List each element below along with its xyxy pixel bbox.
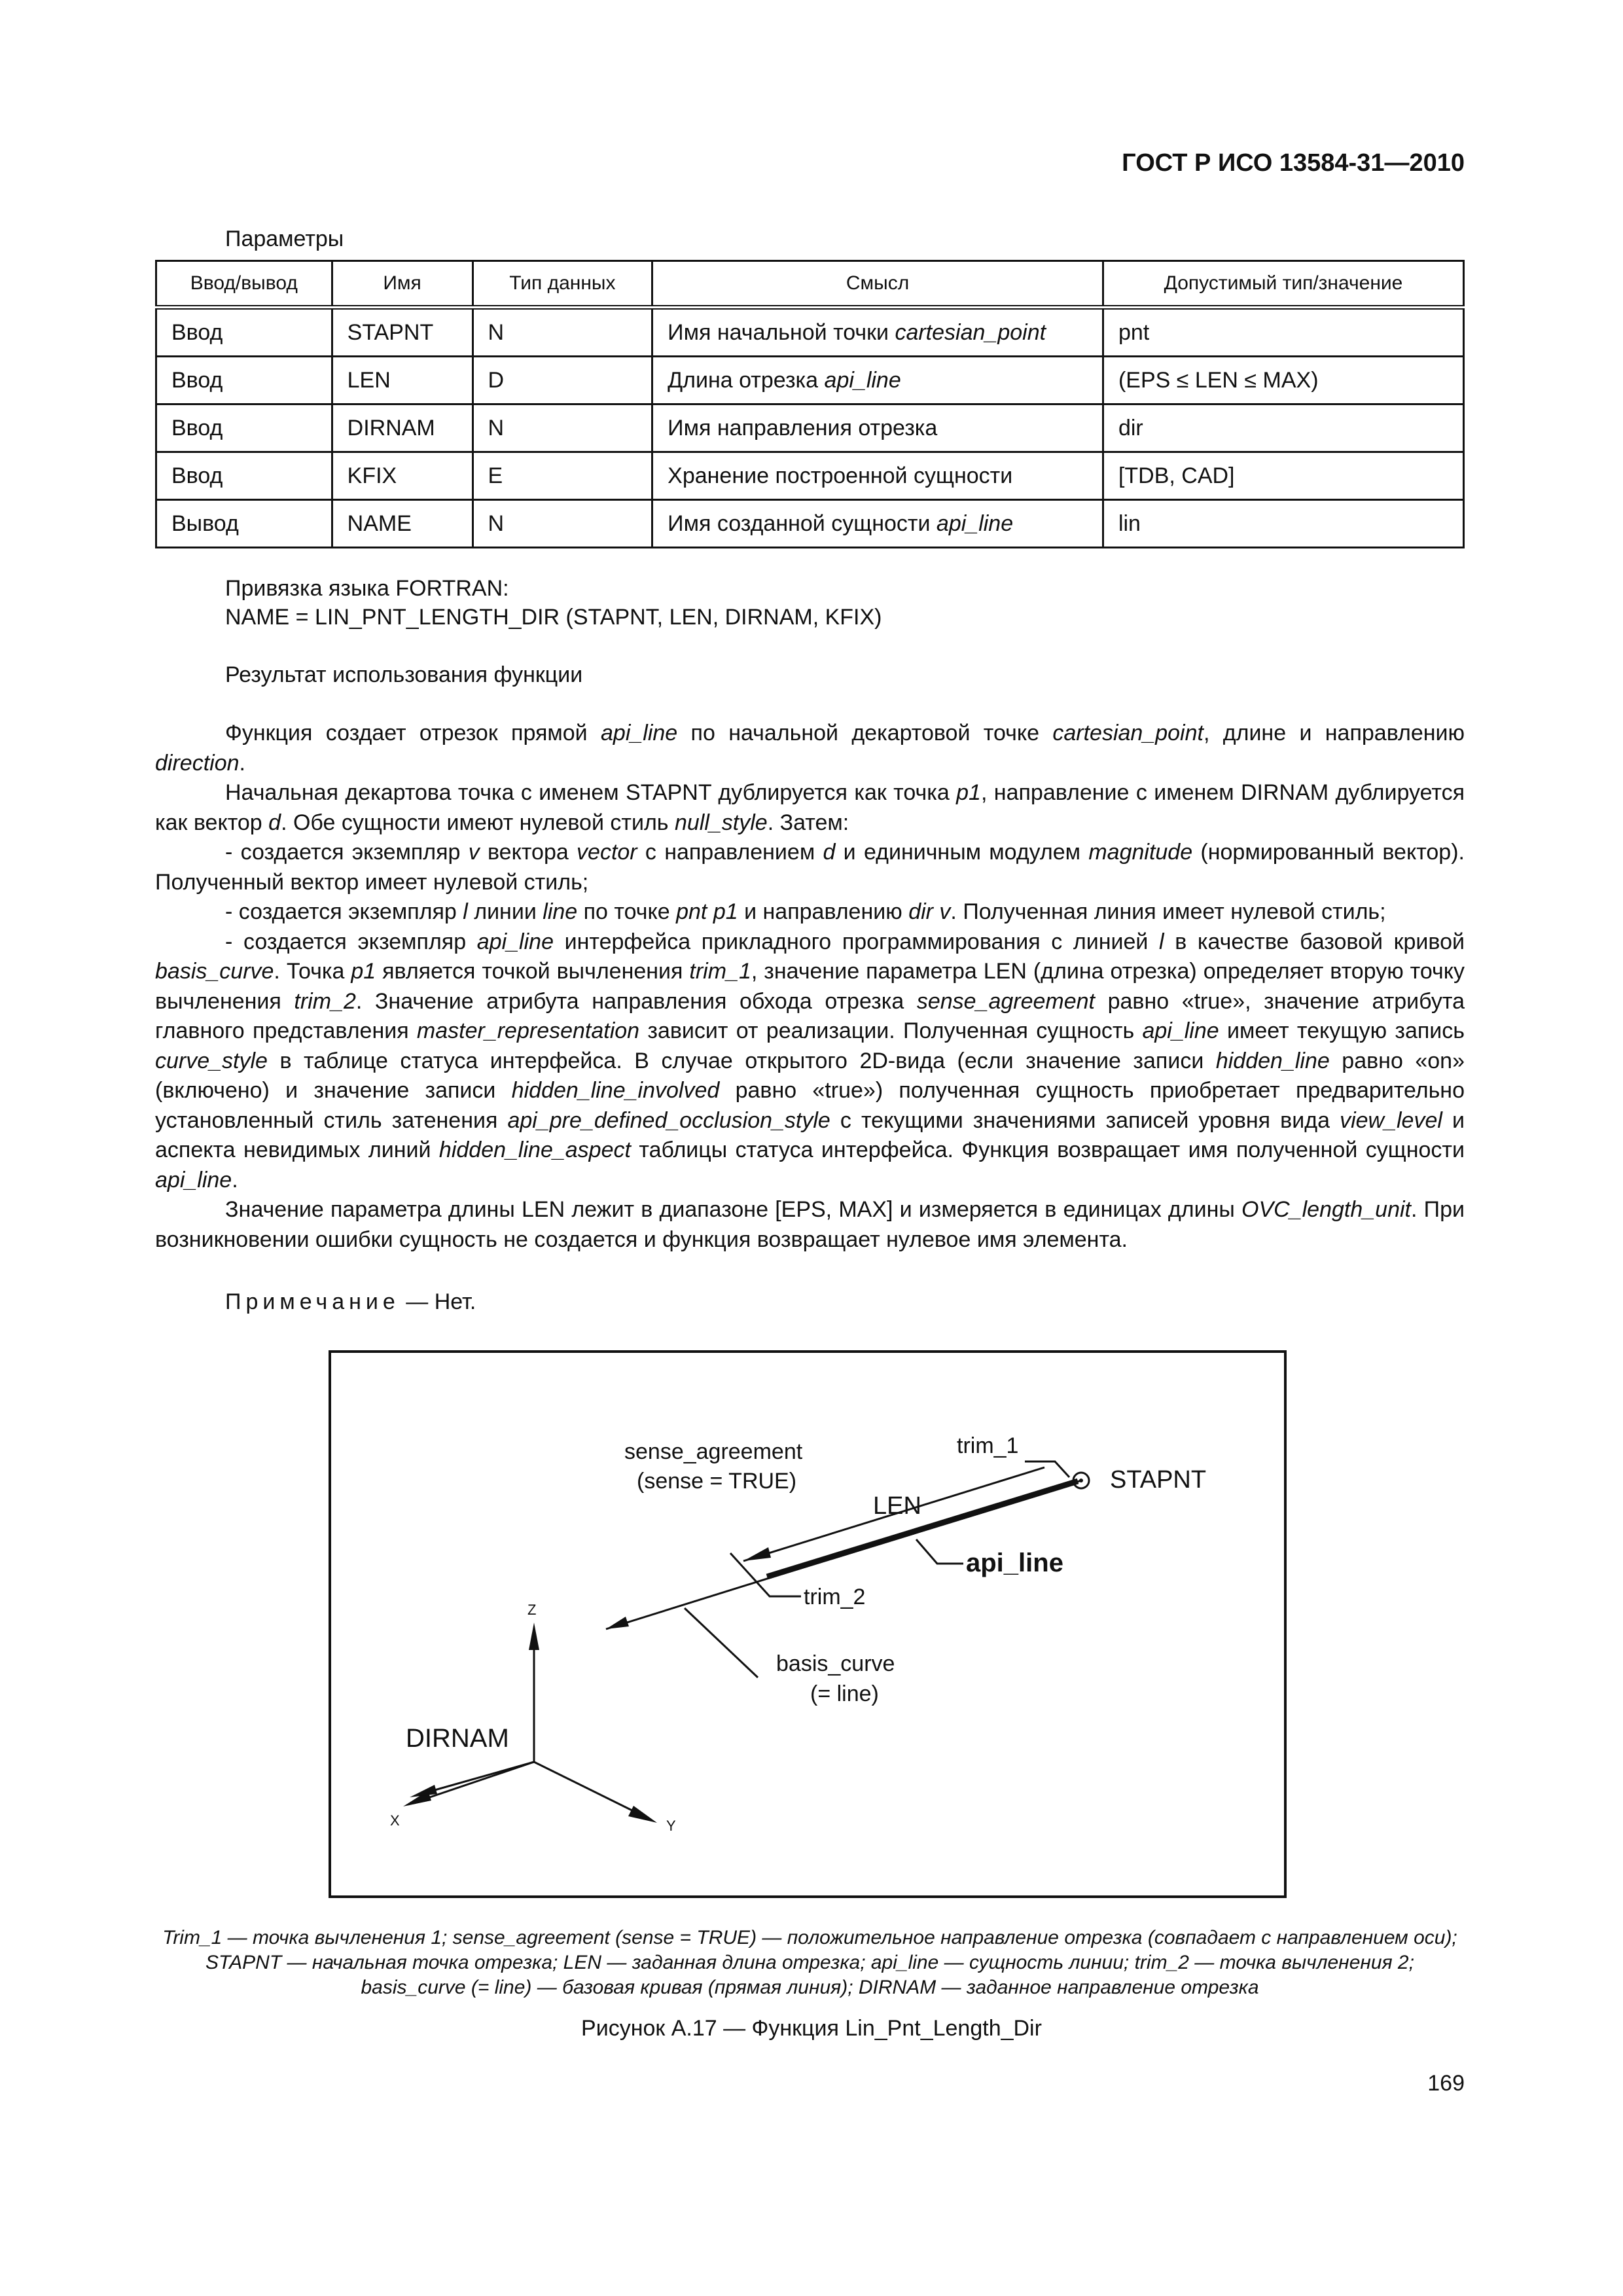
basis-curve-leader	[685, 1608, 758, 1677]
paragraph	[155, 1195, 1465, 1255]
note	[225, 1289, 476, 1315]
text-run: является точкой вычленения	[376, 959, 690, 984]
paragraph	[155, 927, 1465, 1196]
paragraph	[155, 778, 1465, 838]
col-header-name: Имя	[332, 261, 473, 308]
col-header-io: Ввод/вывод	[156, 261, 332, 308]
label-trim-2: trim_2	[804, 1585, 866, 1609]
cell-name: NAME	[332, 500, 473, 548]
fortran-binding-label: Привязка языка FORTRAN:	[225, 576, 509, 601]
text-run: с направлением	[637, 840, 823, 865]
cell-name: LEN	[332, 357, 473, 404]
text-run: . Обе сущности имеют нулевой стиль	[281, 810, 675, 835]
col-header-value: Допустимый тип/значение	[1103, 261, 1463, 308]
meaning-text: Имя направления отрезка	[668, 415, 938, 440]
text-run: и единичным модулем	[835, 840, 1089, 865]
stapnt-center-dot	[1079, 1479, 1083, 1482]
text-run: . Затем:	[767, 810, 849, 835]
text-run: . Точка	[274, 959, 351, 984]
italic-term: api_line	[601, 721, 678, 745]
text-run: . Значение атрибута направления обхода отрезка	[355, 988, 917, 1014]
table-row	[156, 452, 1464, 500]
paragraph	[155, 838, 1465, 897]
table-row	[156, 308, 1464, 357]
text-run: зависит от реализации. Полученная сущность	[639, 1018, 1143, 1043]
italic-term: api_line	[155, 1167, 232, 1193]
cell-value: [TDB, CAD]	[1103, 452, 1463, 500]
label-trim-1: trim_1	[957, 1433, 1019, 1458]
axis-z-label: Z	[527, 1602, 537, 1618]
figure-frame	[329, 1350, 1287, 1898]
text-run: . Полученная линия имеет нулевой стиль;	[950, 899, 1386, 924]
italic-term: v	[468, 840, 480, 865]
italic-term: direction	[155, 750, 240, 776]
trim1-leader	[1025, 1462, 1069, 1477]
italic-term: OVC_length_unit	[1241, 1197, 1411, 1222]
italic-term: curve_style	[155, 1048, 268, 1073]
text-run: , направление с именем DIRNAM дублируется как вектор	[155, 780, 1465, 835]
text-run: в таблице статуса интерфейса. В случае открытого 2D-вида (если значение записи	[267, 1048, 1216, 1073]
cell-io: Ввод	[156, 404, 332, 452]
meaning-term: api_line	[824, 367, 901, 393]
description-body	[155, 719, 1465, 1255]
text-run: Значение параметра длины LEN лежит в диапазоне [EPS, MAX] и измеряется в единицах длины	[225, 1197, 1242, 1222]
axis-y-label: Y	[666, 1818, 676, 1834]
cell-meaning	[652, 500, 1103, 548]
italic-term: l	[1159, 929, 1164, 954]
italic-term: p1	[956, 780, 981, 805]
trim2-leader	[730, 1553, 801, 1596]
label-dirnam: DIRNAM	[406, 1724, 509, 1753]
axis-z-arrowhead	[529, 1623, 539, 1650]
col-header-meaning: Смысл	[652, 261, 1103, 308]
text-run: равно «true», значение атрибута главного представления	[155, 988, 1465, 1043]
cell-type: D	[473, 357, 652, 404]
text-run: .	[239, 750, 245, 776]
label-sense-true: (sense = TRUE)	[637, 1469, 797, 1494]
text-run: линии	[467, 899, 543, 924]
note-label: Примечание	[225, 1289, 400, 1314]
text-run: равно «on» (включено) и значение записи	[155, 1048, 1465, 1103]
cell-type: N	[473, 404, 652, 452]
result-label: Результат использования функции	[225, 662, 583, 687]
table-row	[156, 404, 1464, 452]
cell-meaning	[652, 404, 1103, 452]
italic-term: l	[463, 899, 468, 924]
text-run: - создается экземпляр	[225, 929, 477, 954]
meaning-term: cartesian_point	[895, 319, 1046, 345]
italic-term: sense_agreement	[916, 988, 1095, 1014]
italic-term: hidden_line_aspect	[438, 1138, 631, 1162]
text-run: и аспекта невидимых линий	[155, 1107, 1465, 1162]
text-run: интерфейса прикладного программирования с линией	[553, 929, 1159, 954]
text-run: в качестве базовой кривой	[1164, 929, 1465, 954]
text-run: и направлению	[738, 899, 909, 924]
label-sense-agreement: sense_agreement	[624, 1439, 803, 1464]
italic-term: api_pre_defined_occlusion_style	[507, 1107, 830, 1133]
meaning-text: Имя созданной сущности	[668, 511, 936, 536]
italic-term: cartesian_point	[1052, 721, 1204, 745]
text-run: по начальной декартовой точке	[677, 721, 1053, 745]
figure-legend: Trim_1 — точка вычленения 1; sense_agreement (sense = TRUE) — положительное направление отрезка (совпадает с направлением оси); STAPNT — начальная точка отрезка; LEN — заданная длина отрезка; api_line — сущность линии; trim_2 — точка вычленения 2; basis_curve (= line) — базовая кривая (прямая линия); DIRNAM — заданное направление отрезка	[162, 1927, 1457, 1998]
cell-value: lin	[1103, 500, 1463, 548]
document-header: ГОСТ Р ИСО 13584-31—2010	[1122, 149, 1465, 177]
len-arrowhead	[743, 1547, 771, 1561]
paragraph	[155, 719, 1465, 778]
paragraph	[155, 897, 1465, 927]
fortran-binding-code: NAME = LIN_PNT_LENGTH_DIR (STAPNT, LEN, DIRNAM, KFIX)	[225, 605, 882, 630]
text-run: по точке	[577, 899, 677, 924]
text-run: - создается экземпляр	[225, 840, 469, 865]
text-run: Функция создает отрезок прямой	[225, 721, 601, 745]
italic-term: master_representation	[416, 1018, 640, 1043]
italic-term: p1	[351, 959, 376, 984]
cell-type: E	[473, 452, 652, 500]
text-run: .	[232, 1167, 238, 1193]
italic-term: view_level	[1340, 1107, 1442, 1133]
cell-io: Вывод	[156, 500, 332, 548]
text-run: , значение параметра LEN (длина отрезка) определяет вторую точку вычленения	[155, 959, 1465, 1014]
italic-term: trim_1	[689, 959, 751, 984]
params-header-row	[156, 261, 1464, 308]
figure-title: Рисунок А.17 — Функция Lin_Pnt_Length_Dir	[581, 2016, 1042, 2041]
italic-term: trim_2	[294, 988, 356, 1014]
cell-meaning	[652, 308, 1103, 357]
meaning-text: Хранение построенной сущности	[668, 463, 1013, 488]
text-run: вектора	[479, 840, 577, 865]
figure-diagram	[331, 1353, 1284, 1895]
cell-io: Ввод	[156, 452, 332, 500]
cell-value: (EPS ≤ LEN ≤ MAX)	[1103, 357, 1463, 404]
cell-type: N	[473, 308, 652, 357]
label-api-line: api_line	[966, 1549, 1063, 1577]
cell-meaning	[652, 357, 1103, 404]
label-basis-curve: basis_curve	[776, 1651, 895, 1676]
meaning-term: api_line	[936, 511, 1014, 536]
page-number: 169	[1427, 2071, 1465, 2096]
cell-meaning	[652, 452, 1103, 500]
text-run: имеет текущую запись	[1219, 1018, 1465, 1043]
text-run: Начальная декартова точка с именем STAPNT дублируется как точка	[225, 780, 957, 805]
text-run: с текущими значениями записей уровня вида	[830, 1107, 1340, 1133]
text-run: , длине и направлению	[1203, 721, 1465, 745]
note-text: — Нет.	[399, 1289, 476, 1314]
italic-term: dir v	[908, 899, 951, 924]
table-row	[156, 357, 1464, 404]
italic-term: basis_curve	[155, 959, 274, 984]
cell-value: dir	[1103, 404, 1463, 452]
cell-type: N	[473, 500, 652, 548]
text-run: - создается экземпляр	[225, 899, 463, 924]
text-run: равно «true») полученная сущность приобретает предварительно установленный стиль затенения	[155, 1078, 1465, 1133]
italic-term: null_style	[674, 810, 768, 835]
italic-term: d	[268, 810, 281, 835]
label-eq-line: (= line)	[810, 1681, 879, 1706]
col-header-type: Тип данных	[473, 261, 652, 308]
italic-term: pnt p1	[676, 899, 738, 924]
basis-curve-arrowhead	[606, 1617, 629, 1629]
text-run: (нормированный вектор). Полученный вектор имеет нулевой стиль;	[155, 840, 1465, 895]
italic-term: hidden_line	[1215, 1048, 1330, 1073]
meaning-text: Длина отрезка	[668, 367, 825, 393]
axis-x-label: X	[390, 1812, 400, 1829]
cell-io: Ввод	[156, 357, 332, 404]
italic-term: api_line	[1142, 1018, 1219, 1043]
italic-term: line	[543, 899, 578, 924]
cell-name: STAPNT	[332, 308, 473, 357]
table-row	[156, 500, 1464, 548]
italic-term: magnitude	[1088, 840, 1193, 865]
italic-term: d	[823, 840, 836, 865]
italic-term: vector	[577, 840, 637, 865]
label-len: LEN	[873, 1492, 921, 1520]
cell-name: DIRNAM	[332, 404, 473, 452]
meaning-text: Имя начальной точки	[668, 319, 895, 345]
cell-name: KFIX	[332, 452, 473, 500]
text-run: таблицы статуса интерфейса. Функция возвращает имя полученной сущности	[630, 1138, 1465, 1162]
cell-io: Ввод	[156, 308, 332, 357]
italic-term: hidden_line_involved	[511, 1078, 720, 1103]
cell-value: pnt	[1103, 308, 1463, 357]
italic-term: api_line	[476, 929, 554, 954]
text-run: . При возникновении ошибки сущность не создается и функция возвращает нулевое имя элемента.	[155, 1197, 1465, 1252]
label-stapnt: STAPNT	[1110, 1466, 1207, 1494]
params-label: Параметры	[225, 226, 344, 251]
axis-y-arrowhead	[628, 1806, 657, 1823]
api-line-leader	[916, 1539, 963, 1564]
params-table	[155, 260, 1465, 548]
